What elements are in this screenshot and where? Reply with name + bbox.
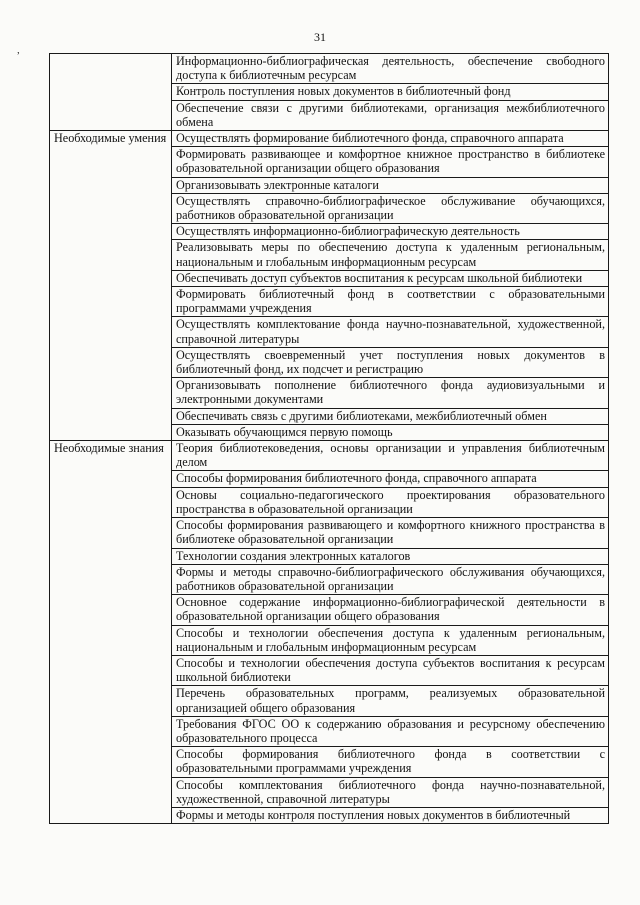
table-cell: Формы и методы контроля поступления новых документов в библиотечный <box>172 807 609 823</box>
table-cell: Теория библиотековедения, основы организации и управления библиотечным делом <box>172 441 609 471</box>
table-cell: Способы формирования библиотечного фонда, справочного аппарата <box>172 471 609 487</box>
section-label <box>50 54 172 131</box>
table-cell: Способы и технологии обеспечения доступа субъектов воспитания к ресурсам школьной библиотеки <box>172 655 609 685</box>
section-label: Необходимые знания <box>50 441 172 824</box>
table-row <box>50 441 609 471</box>
table-cell: Технологии создания электронных каталогов <box>172 548 609 564</box>
table-cell: Требования ФГОС ОО к содержанию образования и ресурсному обеспечению образовательного процесса <box>172 716 609 746</box>
table-cell: Информационно-библиографическая деятельность, обеспечение свободного доступа к библиотечным ресурсам <box>172 54 609 84</box>
table-body <box>50 54 609 824</box>
table-cell: Способы формирования развивающего и комфортного книжного пространства в библиотеке образовательной организации <box>172 518 609 548</box>
table-cell: Осуществлять справочно-библиографическое обслуживание обучающихся, работников образовательной организации <box>172 193 609 223</box>
table-cell: Осуществлять формирование библиотечного фонда, справочного аппарата <box>172 131 609 147</box>
table-cell: Обеспечивать связь с другими библиотеками, межбиблиотечный обмен <box>172 408 609 424</box>
table-row <box>50 131 609 147</box>
table-row <box>50 54 609 84</box>
table-cell: Способы формирования библиотечного фонда в соответствии с образовательными программами учреждения <box>172 747 609 777</box>
table-cell: Осуществлять своевременный учет поступления новых документов в библиотечный фонд, их подсчет и регистрацию <box>172 347 609 377</box>
section-label: Необходимые умения <box>50 131 172 441</box>
table-cell: Организовывать электронные каталоги <box>172 177 609 193</box>
table-cell: Формировать библиотечный фонд в соответствии с образовательными программами учреждения <box>172 287 609 317</box>
table-cell: Контроль поступления новых документов в библиотечный фонд <box>172 84 609 100</box>
page-number: 31 <box>314 30 326 44</box>
table-cell: Обеспечивать доступ субъектов воспитания к ресурсам школьной библиотеки <box>172 270 609 286</box>
table-cell: Оказывать обучающимся первую помощь <box>172 424 609 440</box>
competency-table <box>49 53 609 824</box>
table-cell: Формировать развивающее и комфортное книжное пространство в библиотеке образовательной организации общего образования <box>172 147 609 177</box>
table-cell: Обеспечение связи с другими библиотеками, организация межбиблиотечного обмена <box>172 100 609 130</box>
table-cell: Основы социально-педагогического проектирования образовательного пространства в образовательной организации <box>172 487 609 517</box>
table-cell: Основное содержание информационно-библиографической деятельности в образовательной организации общего образования <box>172 595 609 625</box>
table-cell: Способы комплектования библиотечного фонда научно-познавательной, художественной, справочной литературы <box>172 777 609 807</box>
margin-mark: , <box>17 44 20 56</box>
table-cell: Организовывать пополнение библиотечного фонда аудиовизуальными и электронными документами <box>172 378 609 408</box>
table-cell: Реализовывать меры по обеспечению доступа к удаленным региональным, национальным и глобальным информационным ресурсам <box>172 240 609 270</box>
table-cell: Перечень образовательных программ, реализуемых образовательной организацией общего образования <box>172 686 609 716</box>
table-cell: Осуществлять информационно-библиографическую деятельность <box>172 224 609 240</box>
table-cell: Способы и технологии обеспечения доступа к удаленным региональным, национальным и глобальным информационным ресурсам <box>172 625 609 655</box>
table-cell: Осуществлять комплектование фонда научно-познавательной, художественной, справочной литературы <box>172 317 609 347</box>
table-cell: Формы и методы справочно-библиографического обслуживания обучающихся, работников образовательной организации <box>172 564 609 594</box>
